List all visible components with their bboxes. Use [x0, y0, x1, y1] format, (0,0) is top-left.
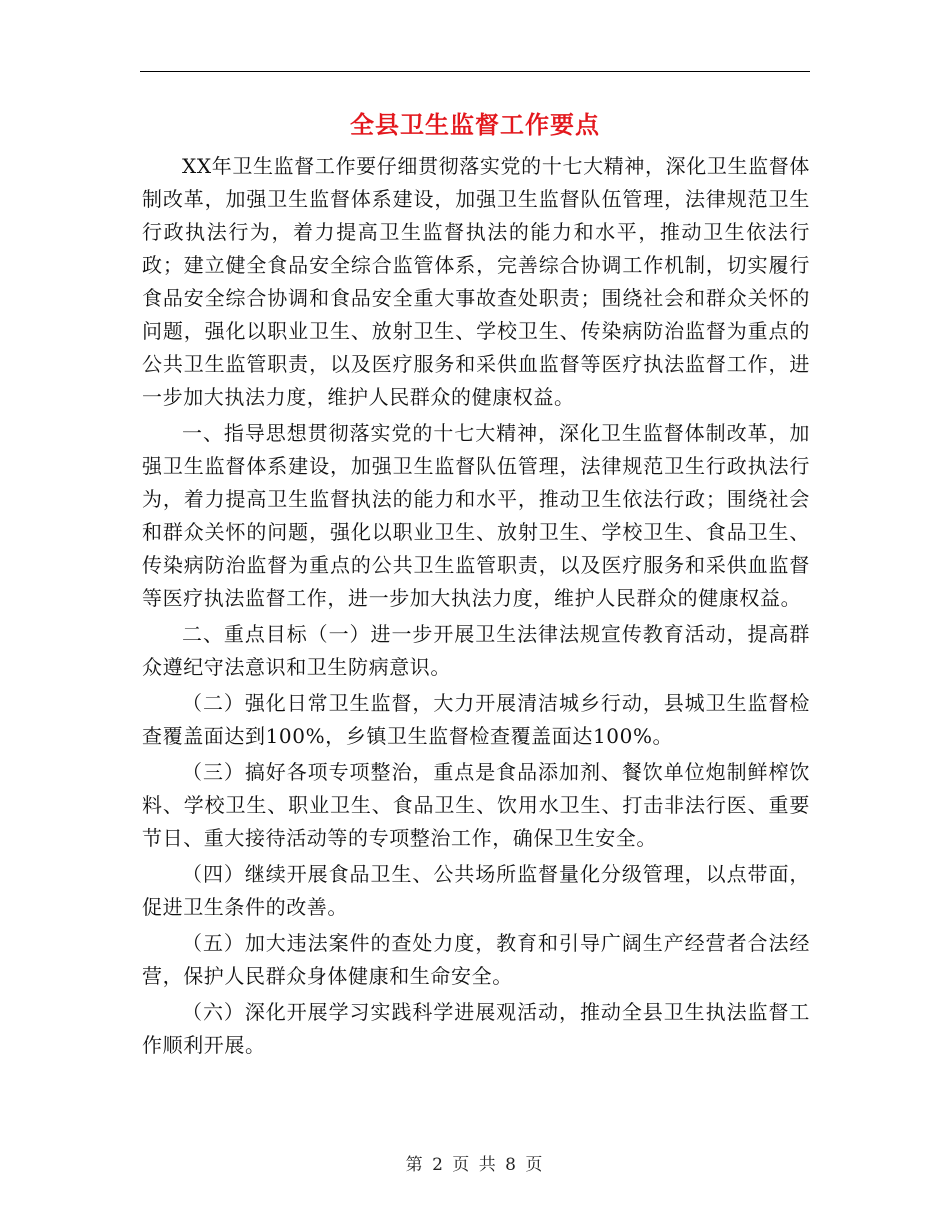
target-item-2: （二）强化日常卫生监督，大力开展清洁城乡行动，县城卫生监督检查覆盖面达到100%，乡镇卫生监督检查覆盖面达100%。: [142, 691, 810, 748]
page-number: 第 2 页 共 8 页: [405, 1155, 545, 1175]
target-item-5: （五）加大违法案件的查处力度，教育和引导广阔生产经营者合法经营，保护人民群众身体健康和生命安全。: [142, 931, 810, 988]
document-title: 全县卫生监督工作要点: [350, 111, 600, 139]
document-body: [142, 150, 810, 1065]
header-rule: [140, 71, 810, 72]
target-item-4: （四）继续开展食品卫生、公共场所监督量化分级管理，以点带面，促进卫生条件的改善。: [142, 862, 810, 919]
guiding-ideology-paragraph: 一、指导思想贯彻落实党的十七大精神，深化卫生监督体制改革，加强卫生监督体系建设，加强卫生监督队伍管理，法律规范卫生行政执法行为，着力提高卫生监督执法的能力和水平，推动卫生依法行政；围绕社会和群众关怀的问题，强化以职业卫生、放射卫生、学校卫生、食品卫生、传染病防治监督为重点的公共卫生监管职责，以及医疗服务和采供血监督等医疗执法监督工作，进一步加大执法力度，维护人民群众的健康权益。: [142, 421, 810, 610]
target-item-3: （三）搞好各项专项整治，重点是食品添加剂、餐饮单位炮制鲜榨饮料、学校卫生、职业卫生、食品卫生、饮用水卫生、打击非法行医、重要节日、重大接待活动等的专项整治工作，确保卫生安全。: [142, 760, 810, 850]
intro-paragraph: XX年卫生监督工作要仔细贯彻落实党的十七大精神，深化卫生监督体制改革，加强卫生监督体系建设，加强卫生监督队伍管理，法律规范卫生行政执法行为，着力提高卫生监督执法的能力和水平，推动卫生依法行政；建立健全食品安全综合监管体系，完善综合协调工作机制，切实履行食品安全综合协调和食品安全重大事故查处职责；围绕社会和群众关怀的问题，强化以职业卫生、放射卫生、学校卫生、传染病防治监督为重点的公共卫生监管职责，以及医疗服务和采供血监督等医疗执法监督工作，进一步加大执法力度，维护人民群众的健康权益。: [142, 154, 810, 409]
key-targets-paragraph: 二、重点目标（一）进一步开展卫生法律法规宣传教育活动，提高群众遵纪守法意识和卫生防病意识。: [142, 622, 810, 679]
target-item-6: （六）深化开展学习实践科学进展观活动，推动全县卫生执法监督工作顺利开展。: [142, 1000, 810, 1057]
